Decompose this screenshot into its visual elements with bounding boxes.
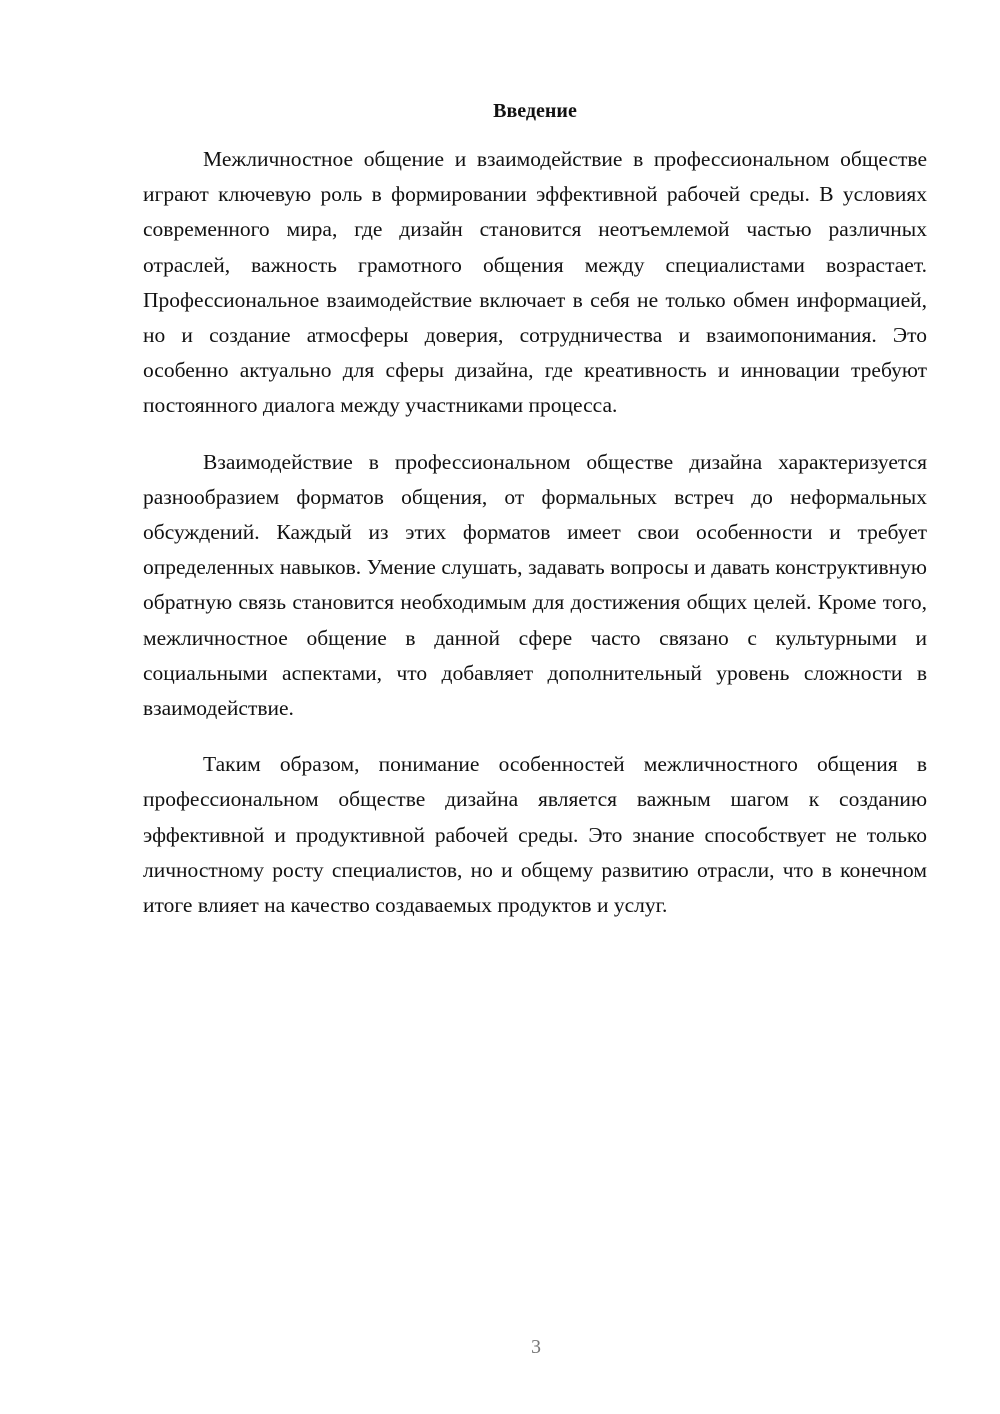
document-body xyxy=(143,142,927,944)
paragraph-2: Взаимодействие в профессиональном обществе дизайна характеризуется разнообразием форматов общения, от формальных встреч до неформальных обсуждений. Каждый из этих форматов имеет свои особенности и требует определенных навыков. Умение слушать, задавать вопросы и давать конструктивную обратную связь становится необходимым для достижения общих целей. Кроме того, межличностное общение в данной сфере часто связано с культурными и социальными аспектами, что добавляет дополнительный уровень сложности в взаимодействие. xyxy=(143,449,927,721)
paragraph-3: Таким образом, понимание особенностей межличностного общения в профессиональном обществе дизайна является важным шагом к созданию эффективной и продуктивной рабочей среды. Это знание способствует не только личностному росту специалистов, но и общему развитию отрасли, что в конечном итоге влияет на качество создаваемых продуктов и услуг. xyxy=(143,752,927,918)
page-title: Введение xyxy=(493,100,577,122)
page-number: 3 xyxy=(531,1336,541,1358)
paragraph-1: Межличностное общение и взаимодействие в профессиональном обществе играют ключевую роль в формировании эффективной рабочей среды. В условиях современного мира, где дизайн становится неотъемлемой частью различных отраслей, важность грамотного общения между специалистами возрастает. Профессиональное взаимодействие включает в себя не только обмен информацией, но и создание атмосферы доверия, сотрудничества и взаимопонимания. Это особенно актуально для сферы дизайна, где креативность и инновации требуют постоянного диалога между участниками процесса. xyxy=(143,147,927,418)
